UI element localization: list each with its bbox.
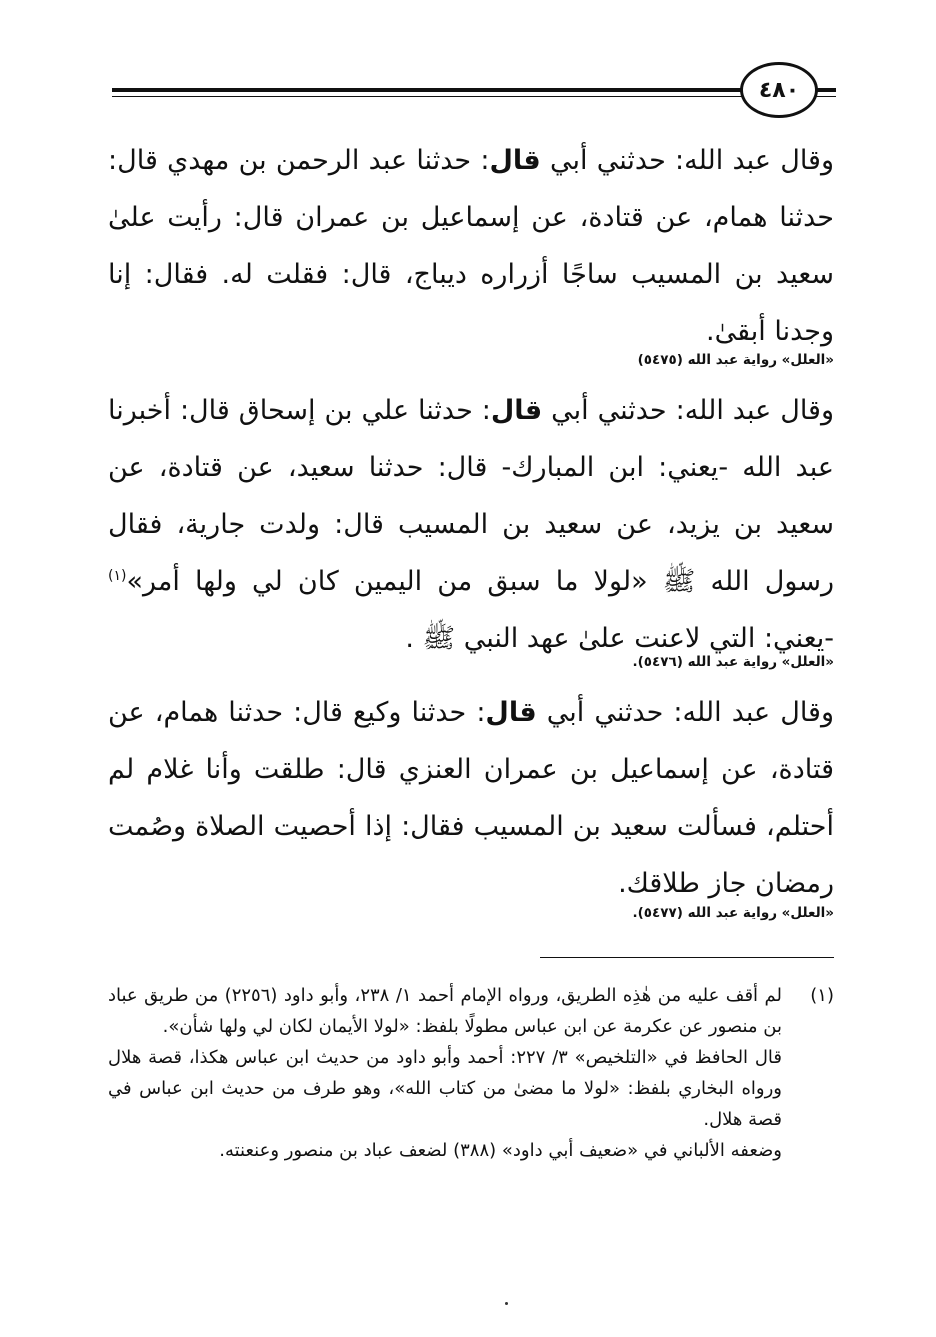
source-citation-3: «العلل» رواية عبد الله (٥٤٧٧). xyxy=(632,905,834,921)
page-number: ٤٨٠ xyxy=(740,62,818,118)
footnote xyxy=(108,980,834,1166)
narration-paragraph-1: وقال عبد الله: حدثني أبي قال: حدثنا عبد الرحمن بن مهدي قال: حدثنا همام، عن قتادة، عن إسماعيل بن عمران قال: رأيت علىٰ سعيد بن المسيب ساجًا أزراره ديباج، قال: فقلت له. فقال: إنا وجدنا أبقىٰ. xyxy=(108,145,834,347)
source-citation-1: «العلل» رواية عبد الله (٥٤٧٥) xyxy=(637,352,834,368)
footnote-separator xyxy=(540,957,834,958)
header-rule-left xyxy=(112,88,744,92)
source-citation-2: «العلل» رواية عبد الله (٥٤٧٦). xyxy=(632,654,834,670)
footnote-ref[interactable]: (١) xyxy=(108,568,127,584)
narration-paragraph-3: وقال عبد الله: حدثني أبي قال: حدثنا وكيع قال: حدثنا همام، عن قتادة، عن إسماعيل بن عمران العنزي قال: طلقت وأنا غلام لم أحتلم، فسألت سعيد بن المسيب فقال: إذا أحصيت الصلاة وصُمت رمضان جاز طلاقك. xyxy=(108,697,834,899)
footnote-line-1: لم أقف عليه من هٰذِه الطريق، ورواه الإمام أحمد ١/ ٢٣٨، وأبو داود (٢٢٥٦) من طريق عباد بن منصور عن عكرمة عن ابن عباس مطولًا بلفظ: «لولا الأيمان لكان لي ولها شأن». xyxy=(108,985,782,1037)
footnote-number: (١) xyxy=(810,985,834,1006)
print-speck xyxy=(505,1302,508,1305)
narration-paragraph-2: وقال عبد الله: حدثني أبي قال: حدثنا علي بن إسحاق قال: أخبرنا عبد الله -يعني: ابن المبارك- قال: حدثنا سعيد، عن قتادة، عن سعيد بن يزيد، عن سعيد بن المسيب قال: ولدت جارية، فقال رسول الله ﷺ «لولا ما سبق من اليمين كان لي ولها أمر»$^{(١)}$ -يعني: التي لاعنت علىٰ عهد النبي ﷺ . xyxy=(108,395,834,654)
footnote-line-3: وضعفه الألباني في «ضعيف أبي داود» (٣٨٨) لضعف عباد بن منصور وعنعنته. xyxy=(219,1140,782,1161)
footnote-line-2: قال الحافظ في «التلخيص» ٣/ ٢٢٧: أحمد وأبو داود من حديث ابن عباس هكذا، قصة هلال ورواه البخاري بلفظ: «لولا ما مضىٰ من كتاب الله»، وهو طرف من حديث ابن عباس في قصة هلال. xyxy=(108,1047,782,1130)
